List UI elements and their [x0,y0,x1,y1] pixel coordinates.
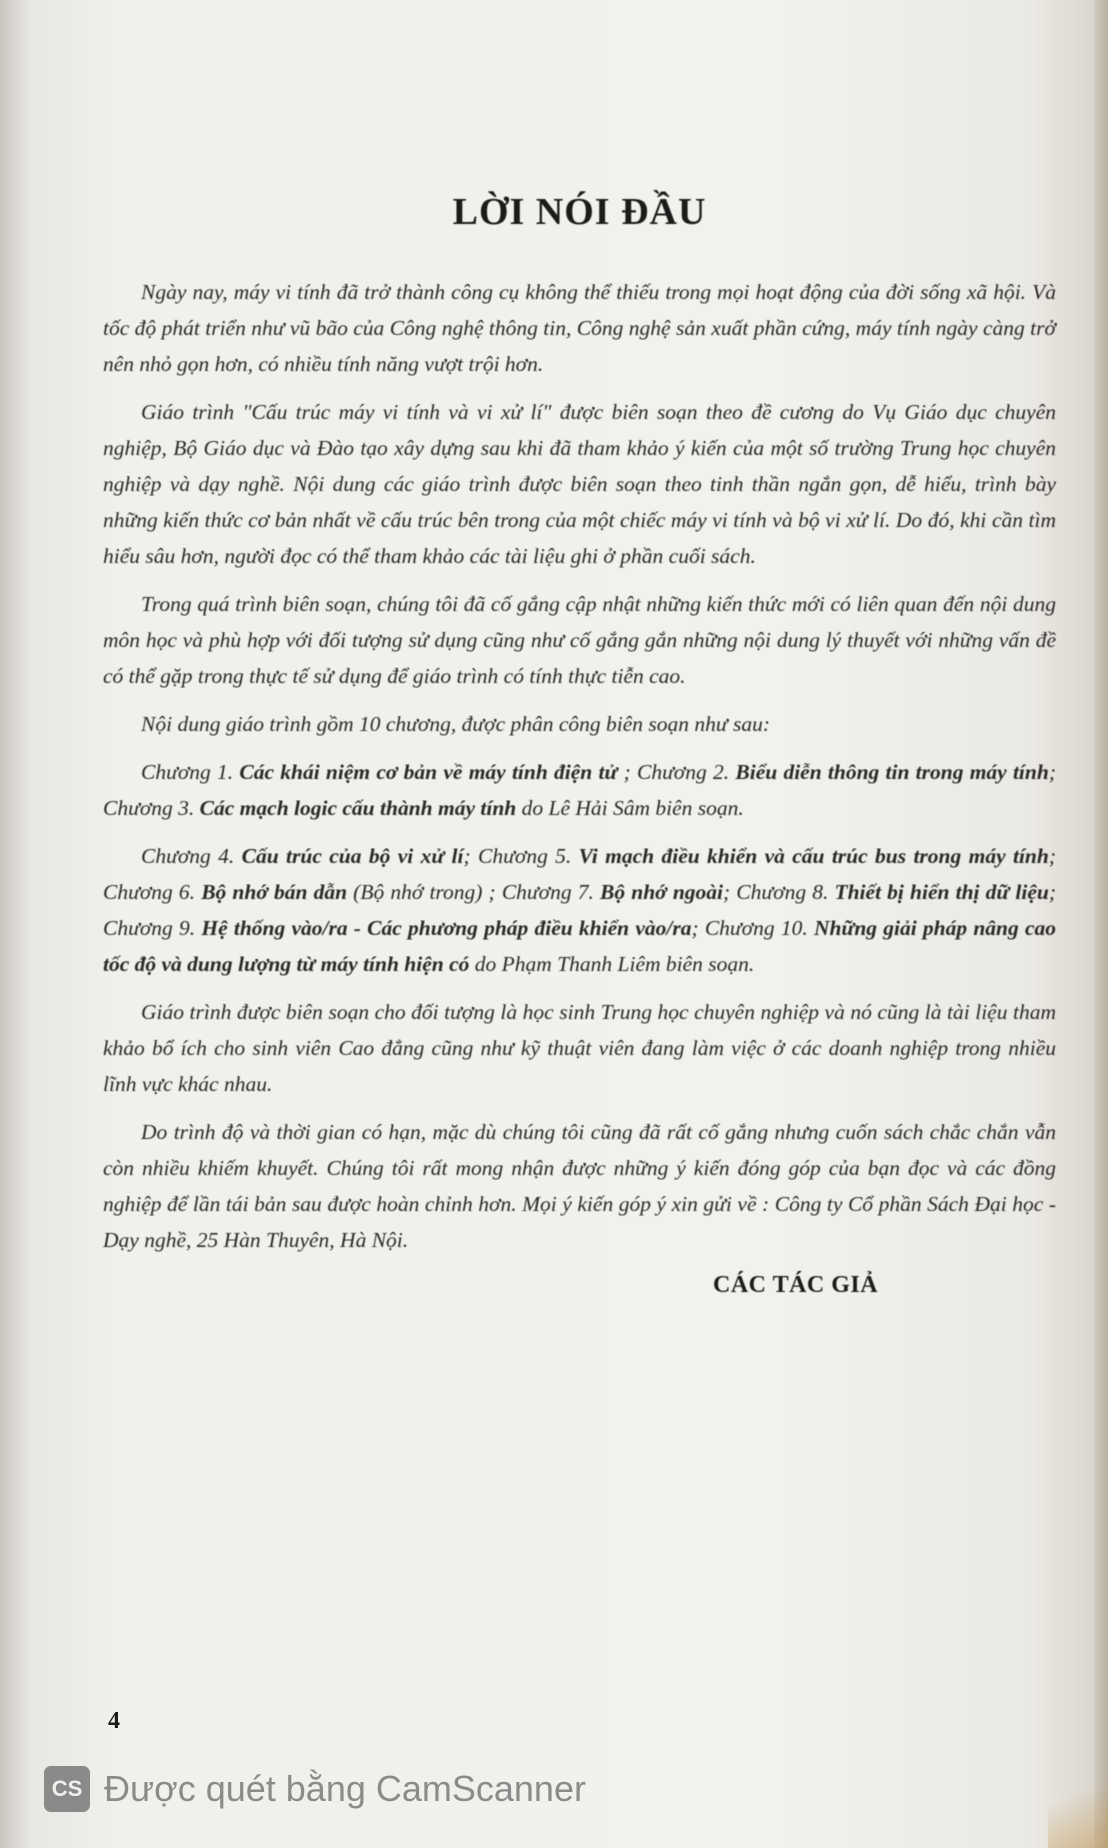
paragraph-run: do Lê Hải Sâm biên soạn. [516,796,744,820]
paragraph-run: Giáo trình được biên soạn cho đối tượng là học sinh Trung học chuyên nghiệp và nó cũng là tài liệu tham khảo bổ ích cho sinh viên Cao đẳng cũng như kỹ thuật viên đang làm việc ở các doanh nghiệp trong nhiều lĩnh vực khác nhau. [103,1000,1056,1096]
paragraph-run: Do trình độ và thời gian có hạn, mặc dù chúng tôi cũng đã rất cố gắng nhưng cuốn sách chắc chắn vẫn còn nhiều khiếm khuyết. Chúng tôi rất mong nhận được những ý kiến đóng góp của bạn đọc và các đồng nghiệp để lần tái bản sau được hoàn chỉnh hơn. Mọi ý kiến góp ý xin gửi về : Công ty Cổ phần Sách Đại học - Dạy nghề, 25 Hàn Thuyên, Hà Nội. [103,1120,1056,1252]
paragraph-run: Trong quá trình biên soạn, chúng tôi đã cố gắng cập nhật những kiến thức mới có liên quan đến nội dung môn học và phù hợp với đối tượng sử dụng cũng như cố gắng gắn những nội dung lý thuyết với những vấn đề có thể gặp trong thực tế sử dụng để giáo trình có tính thực tiễn cao. [103,592,1056,688]
page-edge-shadow [1094,0,1108,1848]
paragraph-bold-run: Biểu diễn thông tin trong máy tính [735,760,1049,784]
page-corner-tint [1048,1758,1108,1848]
paragraph-run: Giáo trình "Cấu trúc máy vi tính và vi xử lí" được biên soạn theo đề cương do Vụ Giáo dục chuyên nghiệp, Bộ Giáo dục và Đào tạo xây dựng sau khi đã tham khảo ý kiến của một số trường Trung học chuyên nghiệp và dạy nghề. Nội dung các giáo trình được biên soạn theo tinh thần ngắn gọn, dễ hiểu, trình bày những kiến thức cơ bản nhất về cấu trúc bên trong của một chiếc máy vi tính và bộ vi xử lí. Do đó, khi cần tìm hiểu sâu hơn, người đọc có thể tham khảo các tài liệu ghi ở phần cuối sách. [103,400,1056,568]
paragraph-run: do Phạm Thanh Liêm biên soạn. [469,952,755,976]
paragraph [103,394,1056,574]
paragraph-bold-run: Bộ nhớ ngoài [600,880,723,904]
paragraph [103,586,1056,694]
paragraph-run: ; Chương 2. [617,760,736,784]
paragraph-run: ; Chương 5. [463,844,579,868]
paragraph-bold-run: Cấu trúc của bộ vi xử lí [241,844,464,868]
paragraph [103,754,1056,826]
paragraph-run: Chương 4. [141,844,242,868]
paragraph [103,838,1056,982]
paragraph-run: ; Chương 10. [691,916,814,940]
document-body [103,170,1056,1299]
paragraph-bold-run: Các mạch logic cấu thành máy tính [199,796,517,820]
page-title: LỜI NÓI ĐẦU [452,191,707,233]
paragraph [103,1114,1056,1258]
paragraph-list [103,274,1056,1258]
paragraph-run: Chương 1. [141,760,240,784]
watermark-text: Được quét bằng CamScanner [104,1768,586,1809]
paragraph-run: ; Chương 6. [103,844,1057,904]
paragraph-run: Nội dung giáo trình gồm 10 chương, được phân công biên soạn như sau: [141,712,771,736]
paragraph-run: (Bộ nhớ trong) ; Chương 7. [347,880,601,904]
paragraph-run: ; Chương 9. [103,880,1057,940]
signature: CÁC TÁC GIẢ [713,1272,879,1298]
paragraph-bold-run: Những giải pháp nâng cao tốc độ và dung lượng từ máy tính hiện có [103,916,1057,976]
paragraph [103,706,1056,742]
paragraph [103,274,1056,382]
camscanner-logo-icon: CS [44,1766,90,1812]
paragraph-bold-run: Hệ thống vào/ra - Các phương pháp điều khiển vào/ra [201,916,692,940]
paragraph-run: ; Chương 8. [723,880,835,904]
paragraph-run: ; Chương 3. [103,760,1056,820]
paragraph-bold-run: Các khái niệm cơ bản về máy tính điện tử [239,760,618,784]
paragraph-bold-run: Vi mạch điều khiển và cấu trúc bus trong máy tính [578,844,1049,868]
paragraph-bold-run: Bộ nhớ bán dẫn [201,880,348,904]
page-number: 4 [108,1708,120,1734]
camscanner-watermark [44,1762,586,1816]
paragraph [103,994,1056,1102]
paragraph-run: Ngày nay, máy vi tính đã trở thành công cụ không thể thiếu trong mọi hoạt động của đời sống xã hội. Và tốc độ phát triển như vũ bão của Công nghệ thông tin, Công nghệ sản xuất phần cứng, máy tính ngày càng trở nên nhỏ gọn hơn, có nhiều tính năng vượt trội hơn. [103,280,1056,376]
paragraph-bold-run: Thiết bị hiển thị dữ liệu [834,880,1049,904]
